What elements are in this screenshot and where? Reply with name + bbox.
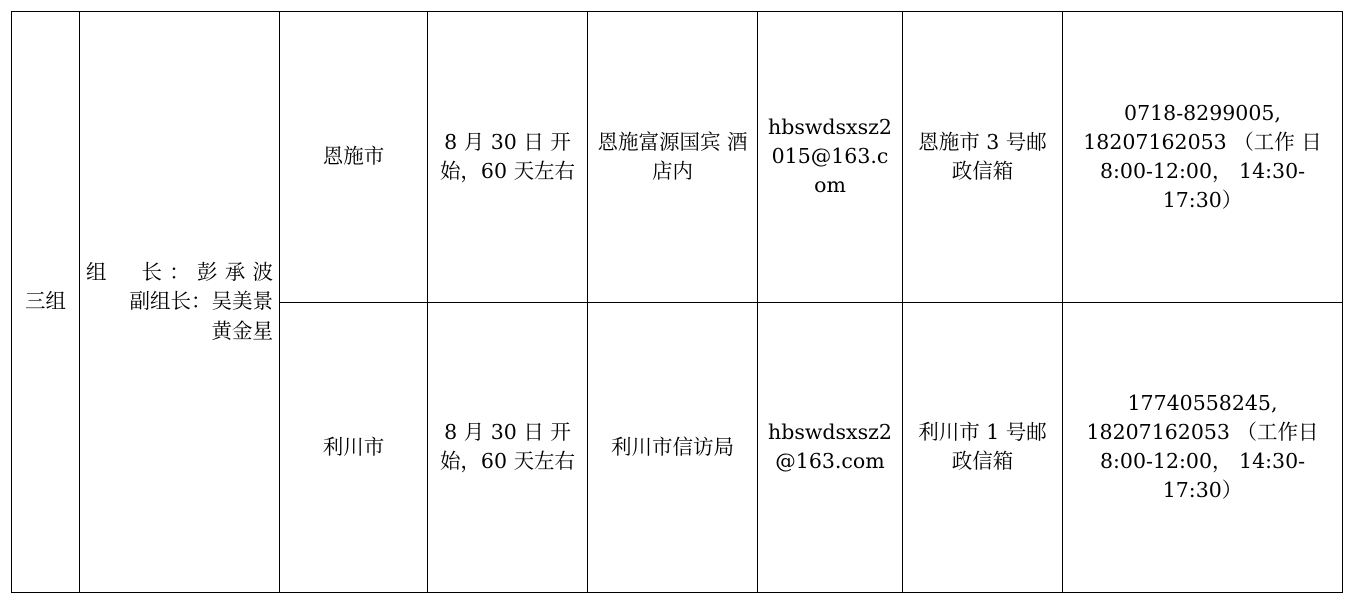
- phone-line-3: 日 8:00-12:00，: [1099, 129, 1322, 183]
- group-leaders-cell: [80, 12, 280, 593]
- phone-line-2: 18207162053 （工作: [1083, 129, 1295, 154]
- period-cell: [428, 12, 588, 303]
- phone-cell: [1063, 302, 1343, 593]
- place-line-1: 恩施富源国宾: [597, 129, 721, 154]
- period-line-3: 天左右: [513, 449, 576, 474]
- mailbox-line-2: 政信箱: [951, 449, 1014, 474]
- email-line-3: om: [814, 173, 846, 198]
- phone-line-3: （工作日 8:00-12:00，: [1099, 420, 1319, 474]
- phone-line-1: 0718-8299005,: [1124, 100, 1281, 125]
- period-line-1: 8 月 30 日: [444, 420, 544, 445]
- mailbox-line-1: 恩施市 3 号邮: [918, 129, 1047, 154]
- city-cell: [280, 12, 428, 303]
- place-cell: [588, 12, 758, 303]
- city-cell: [280, 302, 428, 593]
- period-line-3: 天左右: [513, 158, 576, 183]
- email-line-1: hbswdsxsz2: [768, 115, 892, 140]
- period-line-1: 8 月 30 日: [444, 129, 544, 154]
- group-name-cell: [12, 12, 80, 593]
- period-cell: [428, 302, 588, 593]
- supervision-schedule-table: [11, 11, 1343, 593]
- email-line-2: @163.com: [775, 449, 885, 474]
- group-leader-line-3: 黄金星: [211, 318, 273, 343]
- email-cell: [758, 12, 903, 303]
- period-line-2: 开始，60: [439, 129, 571, 183]
- group-leader-line-1: 组 长：彭承波: [86, 260, 273, 285]
- period-line-2: 开始，60: [439, 420, 571, 474]
- phone-line-4: 14:30-17:30）: [1162, 449, 1306, 503]
- place-cell: [588, 302, 758, 593]
- phone-line-2: 18207162053: [1086, 420, 1230, 445]
- place-line-2: 酒店内: [652, 129, 748, 183]
- city-name: 恩施市: [322, 144, 385, 169]
- group-leader-line-2: 副组长：吴美景: [129, 289, 273, 314]
- email-line-1: hbswdsxsz2: [768, 420, 892, 445]
- group-name: 三组: [25, 289, 66, 314]
- phone-line-1: 17740558245,: [1127, 391, 1278, 416]
- city-name: 利川市: [322, 434, 385, 459]
- mailbox-cell: [903, 12, 1063, 303]
- mailbox-cell: [903, 302, 1063, 593]
- phone-cell: [1063, 12, 1343, 303]
- email-cell: [758, 302, 903, 593]
- phone-line-4: 14:30-17:30）: [1162, 158, 1306, 212]
- place-line-1: 利川市信访局: [611, 434, 734, 459]
- email-line-2: 015@163.c: [771, 144, 889, 169]
- mailbox-line-2: 政信箱: [951, 158, 1014, 183]
- mailbox-line-1: 利川市 1 号邮: [918, 420, 1047, 445]
- table-row: [12, 12, 1343, 303]
